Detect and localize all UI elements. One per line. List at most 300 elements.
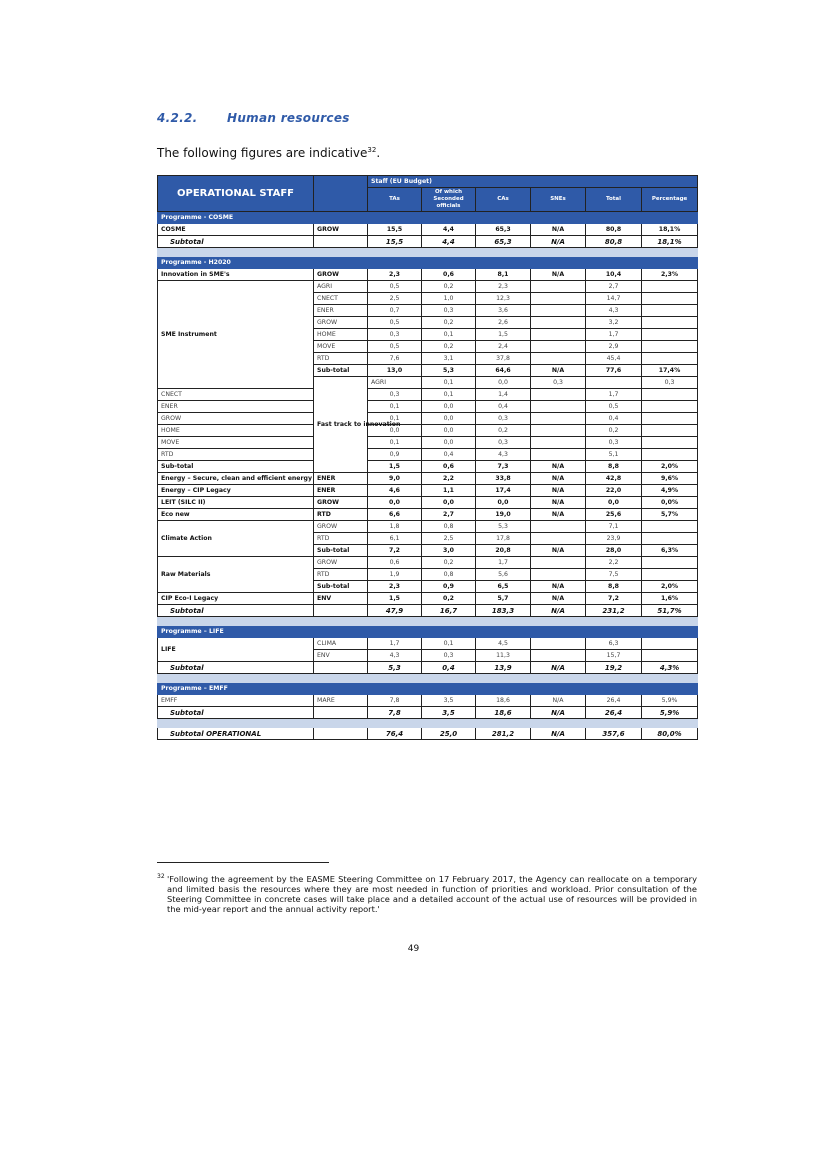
value-cell-cas: 3,6 [476, 305, 531, 317]
value-cell-tas: 0,3 [368, 329, 422, 341]
value-cell-total: 0,3 [586, 437, 642, 449]
table-row [158, 593, 698, 605]
dg-cell: RTD [314, 569, 368, 581]
value-cell-cas: 12,3 [476, 293, 531, 305]
value-cell-snes [531, 329, 586, 341]
table-row [158, 224, 698, 236]
dg-cell: GROW [314, 557, 368, 569]
value-cell-cas: 11,3 [476, 650, 531, 662]
dg-cell: ENV [314, 650, 368, 662]
programme-label: Programme - COSME [158, 212, 698, 224]
value-cell-sec: 0,6 [422, 269, 476, 281]
programme-row [158, 626, 698, 638]
dg-cell [314, 662, 368, 674]
row-label: EMFF [158, 695, 314, 707]
value-cell-pct [642, 341, 698, 353]
value-cell-pct [642, 557, 698, 569]
value-cell-sec: 2,7 [422, 509, 476, 521]
dg-cell: ENER [314, 473, 368, 485]
value-cell-sec: 0,0 [422, 401, 476, 413]
value-cell-tas: 0,0 [368, 497, 422, 509]
table-row [158, 281, 698, 293]
value-cell-pct [642, 425, 698, 437]
table-row [158, 437, 698, 449]
value-cell-sec: 0,1 [422, 329, 476, 341]
dg-cell: Sub-total [314, 545, 368, 557]
spacer-cell [158, 248, 698, 257]
row-label: Subtotal [158, 707, 314, 719]
col-header-cas: CAs [476, 188, 531, 212]
value-cell-cas: 281,2 [476, 728, 531, 740]
value-cell-cas: 33,8 [476, 473, 531, 485]
value-cell-sec: 3,5 [422, 707, 476, 719]
value-cell-total: 22,0 [586, 485, 642, 497]
value-cell-pct [642, 305, 698, 317]
table-row [158, 695, 698, 707]
value-cell-cas: 0,4 [476, 401, 531, 413]
spacer-cell [158, 674, 698, 683]
value-cell-tas: 7,8 [368, 695, 422, 707]
dg-cell: AGRI [314, 281, 368, 293]
value-cell-total: 42,8 [586, 473, 642, 485]
value-cell-pct [642, 293, 698, 305]
page-number: 49 [407, 944, 420, 954]
row-label: Energy – CIP Legacy [158, 485, 314, 497]
value-cell-tas: 0,1 [368, 413, 422, 425]
value-cell-sec: 4,4 [422, 236, 476, 248]
value-cell-tas: 1,5 [368, 461, 422, 473]
value-cell-pct [642, 449, 698, 461]
footnote-divider [157, 862, 329, 863]
section-heading [157, 111, 350, 125]
row-label: Eco new [158, 509, 314, 521]
value-cell-sec: 0,2 [422, 593, 476, 605]
value-cell-snes: N/A [531, 461, 586, 473]
value-cell-tas: 0,5 [368, 341, 422, 353]
value-cell-total: 0,3 [642, 377, 698, 389]
value-cell-pct: 5,9% [642, 695, 698, 707]
value-cell-total: 1,7 [586, 329, 642, 341]
dg-cell: MOVE [314, 341, 368, 353]
programme-label: Programme – LIFE [158, 626, 698, 638]
value-cell-cas: 65,3 [476, 236, 531, 248]
value-cell-tas: 0,0 [368, 425, 422, 437]
group-label: Raw Materials [158, 557, 314, 593]
value-cell-pct [642, 401, 698, 413]
value-cell-tas: 0,6 [368, 557, 422, 569]
value-cell-total: 28,0 [586, 545, 642, 557]
dg-cell: RTD [314, 509, 368, 521]
table-row [158, 461, 698, 473]
table-row [158, 269, 698, 281]
group-label: Fast track to innovation [314, 377, 368, 473]
value-cell-pct: 9,6% [642, 473, 698, 485]
spacer-row [158, 617, 698, 626]
value-cell-sec: 0,1 [422, 638, 476, 650]
dg-cell: RTD [314, 353, 368, 365]
value-cell-tas: 4,3 [368, 650, 422, 662]
value-cell-total: 357,6 [586, 728, 642, 740]
value-cell-tas: 13,0 [368, 365, 422, 377]
table-row [158, 473, 698, 485]
value-cell-snes: N/A [531, 224, 586, 236]
value-cell-total: 2,9 [586, 341, 642, 353]
value-cell-total: 8,8 [586, 581, 642, 593]
value-cell-snes: N/A [531, 473, 586, 485]
value-cell-sec: 0,3 [422, 650, 476, 662]
value-cell-tas: 1,9 [368, 569, 422, 581]
table-row [158, 413, 698, 425]
value-cell-sec: 0,0 [476, 377, 531, 389]
value-cell-cas: 65,3 [476, 224, 531, 236]
row-label: Energy – Secure, clean and efficient energy [158, 473, 314, 485]
value-cell-cas: 18,6 [476, 695, 531, 707]
value-cell-total: 80,8 [586, 224, 642, 236]
value-cell-tas: 4,6 [368, 485, 422, 497]
subtotal-row [158, 605, 698, 617]
value-cell-total: 5,1 [586, 449, 642, 461]
value-cell-total: 23,9 [586, 533, 642, 545]
row-label: LEIT (SILC II) [158, 497, 314, 509]
dg-cell: ENER [314, 305, 368, 317]
value-cell-total: 7,1 [586, 521, 642, 533]
value-cell-snes [531, 401, 586, 413]
dg-cell: GROW [158, 413, 314, 425]
spacer-row [158, 719, 698, 728]
value-cell-pct [642, 437, 698, 449]
subtotal-row [158, 662, 698, 674]
value-cell-tas: 1,7 [368, 638, 422, 650]
value-cell-sec: 0,2 [422, 317, 476, 329]
table-title: OPERATIONAL STAFF [158, 176, 314, 212]
value-cell-snes: N/A [531, 707, 586, 719]
value-cell-cas: 17,8 [476, 533, 531, 545]
section-title: Human resources [227, 111, 350, 125]
value-cell-sec: 0,2 [422, 341, 476, 353]
dg-cell: GROW [314, 269, 368, 281]
intro-paragraph [157, 146, 380, 160]
value-cell-pct: 0,0% [642, 497, 698, 509]
value-cell-sec: 0,8 [422, 569, 476, 581]
row-label: Subtotal [158, 662, 314, 674]
value-cell-sec: 2,2 [422, 473, 476, 485]
value-cell-total: 0,0 [586, 497, 642, 509]
value-cell-sec: 1,0 [422, 293, 476, 305]
value-cell-pct [642, 281, 698, 293]
value-cell-total: 1,7 [586, 389, 642, 401]
value-cell-snes [531, 389, 586, 401]
value-cell-cas: 2,6 [476, 317, 531, 329]
value-cell-tas: 76,4 [368, 728, 422, 740]
value-cell-total: 4,3 [586, 305, 642, 317]
value-cell-tas: 15,5 [368, 224, 422, 236]
dg-cell: Sub-total [158, 461, 314, 473]
value-cell-sec: 0,0 [422, 437, 476, 449]
value-cell-cas: 5,3 [476, 521, 531, 533]
value-cell-snes [531, 533, 586, 545]
value-cell-pct: 6,3% [642, 545, 698, 557]
value-cell-cas: 0,3 [476, 413, 531, 425]
dg-cell: ENER [314, 485, 368, 497]
value-cell-total: 45,4 [586, 353, 642, 365]
value-cell-cas: 2,4 [476, 341, 531, 353]
value-cell-cas: 1,7 [476, 557, 531, 569]
dg-cell [314, 707, 368, 719]
table-row [158, 401, 698, 413]
dg-cell: ENV [314, 593, 368, 605]
value-cell-total: 19,2 [586, 662, 642, 674]
value-cell-tas: 7,6 [368, 353, 422, 365]
value-cell-tas: 6,1 [368, 533, 422, 545]
value-cell-pct: 1,6% [642, 593, 698, 605]
value-cell-snes: N/A [531, 593, 586, 605]
value-cell-snes [531, 353, 586, 365]
value-cell-cas: 13,9 [476, 662, 531, 674]
operational-staff-table [157, 175, 698, 740]
row-label: CIP Eco-I Legacy [158, 593, 314, 605]
value-cell-total: 0,2 [586, 425, 642, 437]
value-cell-pct [642, 569, 698, 581]
table-row [158, 557, 698, 569]
intro-end: . [376, 146, 381, 160]
col-header-seconded: Of which Seconded officials [422, 188, 476, 212]
value-cell-tas: 0,5 [368, 281, 422, 293]
col-header-snes: SNEs [531, 188, 586, 212]
footnote-mark: 32 [157, 873, 165, 880]
value-cell-snes: N/A [531, 662, 586, 674]
value-cell-tas: 1,8 [368, 521, 422, 533]
programme-label: Programme - H2020 [158, 257, 698, 269]
value-cell-cas: 5,7 [476, 593, 531, 605]
value-cell-cas: 1,5 [476, 329, 531, 341]
value-cell-snes: N/A [531, 509, 586, 521]
row-label: Subtotal OPERATIONAL [158, 728, 314, 740]
value-cell-snes [531, 317, 586, 329]
table-row [158, 509, 698, 521]
value-cell-sec: 0,0 [422, 497, 476, 509]
value-cell-pct: 80,0% [642, 728, 698, 740]
value-cell-cas: 4,5 [476, 638, 531, 650]
intro-text: The following figures are indicative [157, 146, 368, 160]
table-row [158, 521, 698, 533]
row-label: Innovation in SME's [158, 269, 314, 281]
dg-cell: GROW [314, 521, 368, 533]
value-cell-pct: 18,1% [642, 224, 698, 236]
value-cell-tas: 7,8 [368, 707, 422, 719]
value-cell-tas: 2,5 [368, 293, 422, 305]
value-cell-total: 77,6 [586, 365, 642, 377]
dg-cell [314, 605, 368, 617]
value-cell-pct: 51,7% [642, 605, 698, 617]
value-cell-sec: 0,3 [422, 305, 476, 317]
table-row [158, 425, 698, 437]
col-header-tas: TAs [368, 188, 422, 212]
value-cell-snes [531, 650, 586, 662]
value-cell-tas: 0,1 [422, 377, 476, 389]
value-cell-pct [642, 329, 698, 341]
value-cell-tas: 9,0 [368, 473, 422, 485]
section-number: 4.2.2. [157, 111, 198, 125]
value-cell-sec: 1,1 [422, 485, 476, 497]
value-cell-pct: 2,3% [642, 269, 698, 281]
dg-cell: Sub-total [314, 581, 368, 593]
value-cell-sec: 25,0 [422, 728, 476, 740]
value-cell-snes [531, 413, 586, 425]
value-cell-pct: 2,0% [642, 581, 698, 593]
dg-cell [314, 728, 368, 740]
value-cell-pct: 17,4% [642, 365, 698, 377]
value-cell-snes: N/A [531, 236, 586, 248]
value-cell-total: 80,8 [586, 236, 642, 248]
value-cell-tas: 0,7 [368, 305, 422, 317]
table-row [158, 389, 698, 401]
value-cell-tas: 0,9 [368, 449, 422, 461]
value-cell-snes [531, 425, 586, 437]
value-cell-sec: 5,3 [422, 365, 476, 377]
value-cell-total: 7,2 [586, 593, 642, 605]
header-dg-blank [314, 176, 368, 212]
group-label: Climate Action [158, 521, 314, 557]
value-cell-sec: 0,0 [422, 413, 476, 425]
value-cell-cas: 4,3 [476, 449, 531, 461]
value-cell-sec: 0,0 [422, 425, 476, 437]
value-cell-cas: 0,2 [476, 425, 531, 437]
col-header-percentage: Percentage [642, 188, 698, 212]
footnote-text: 'Following the agreement by the EASME Steering Committee on 17 February 2017, the Agency can reallocate on a temporary and limited basis the resources where they are most needed in function of priorities and workload. Prior consultation of the Steering Committee in concrete cases will take place and a detailed account of the actual use of resources will be provided in the mid-year report and the annual activity report.' [167, 873, 697, 914]
value-cell-cas: 0,0 [476, 497, 531, 509]
value-cell-cas: 0,3 [531, 377, 586, 389]
value-cell-snes: N/A [531, 497, 586, 509]
dg-cell: Sub-total [314, 365, 368, 377]
value-cell-pct: 5,7% [642, 509, 698, 521]
value-cell-total: 26,4 [586, 695, 642, 707]
value-cell-snes [531, 281, 586, 293]
value-cell-sec: 2,5 [422, 533, 476, 545]
value-cell-snes [586, 377, 642, 389]
value-cell-pct: 2,0% [642, 461, 698, 473]
value-cell-pct: 18,1% [642, 236, 698, 248]
dg-cell: ENER [158, 401, 314, 413]
value-cell-total: 25,6 [586, 509, 642, 521]
value-cell-snes [531, 305, 586, 317]
value-cell-cas: 1,4 [476, 389, 531, 401]
value-cell-sec: 0,2 [422, 281, 476, 293]
value-cell-cas: 2,3 [476, 281, 531, 293]
value-cell-snes: N/A [531, 581, 586, 593]
value-cell-pct: 5,9% [642, 707, 698, 719]
value-cell-total: 2,2 [586, 557, 642, 569]
value-cell-total: 3,2 [586, 317, 642, 329]
programme-label: Programme – EMFF [158, 683, 698, 695]
value-cell-snes: N/A [531, 695, 586, 707]
value-cell-tas: 0,3 [368, 389, 422, 401]
table-header-row-1 [158, 176, 698, 188]
dg-cell: MOVE [158, 437, 314, 449]
table-row [158, 497, 698, 509]
programme-row [158, 683, 698, 695]
row-label: Subtotal [158, 605, 314, 617]
value-cell-snes: N/A [531, 269, 586, 281]
footnote-ref[interactable]: 32 [367, 146, 377, 154]
dg-cell: GROW [314, 497, 368, 509]
value-cell-tas: 0,5 [368, 317, 422, 329]
value-cell-snes [531, 557, 586, 569]
value-cell-total: 0,4 [586, 413, 642, 425]
table-row [158, 485, 698, 497]
value-cell-pct [642, 413, 698, 425]
value-cell-pct [642, 389, 698, 401]
value-cell-sec: 0,4 [422, 449, 476, 461]
spacer-cell [158, 617, 698, 626]
dg-cell: HOME [314, 329, 368, 341]
value-cell-sec: 3,5 [422, 695, 476, 707]
subtotal-row [158, 728, 698, 740]
value-cell-pct [642, 521, 698, 533]
value-cell-pct: 4,9% [642, 485, 698, 497]
value-cell-sec: 4,4 [422, 224, 476, 236]
spacer-cell [158, 719, 698, 728]
group-label: SME Instrument [158, 281, 314, 389]
value-cell-cas: 6,5 [476, 581, 531, 593]
value-cell-sec: 16,7 [422, 605, 476, 617]
value-cell-total: 15,7 [586, 650, 642, 662]
dg-cell: AGRI [368, 377, 422, 389]
col-header-total: Total [586, 188, 642, 212]
value-cell-tas: 6,6 [368, 509, 422, 521]
dg-cell: GROW [314, 224, 368, 236]
value-cell-tas: 2,3 [368, 581, 422, 593]
value-cell-snes: N/A [531, 545, 586, 557]
programme-row [158, 257, 698, 269]
value-cell-total: 7,5 [586, 569, 642, 581]
value-cell-total: 6,3 [586, 638, 642, 650]
value-cell-snes [531, 638, 586, 650]
value-cell-pct [642, 650, 698, 662]
value-cell-sec: 0,8 [422, 521, 476, 533]
value-cell-pct: 4,3% [642, 662, 698, 674]
value-cell-sec: 3,0 [422, 545, 476, 557]
value-cell-cas: 0,3 [476, 437, 531, 449]
value-cell-cas: 18,6 [476, 707, 531, 719]
value-cell-cas: 183,3 [476, 605, 531, 617]
value-cell-cas: 5,6 [476, 569, 531, 581]
value-cell-pct [642, 533, 698, 545]
dg-cell: CNECT [314, 293, 368, 305]
spacer-row [158, 674, 698, 683]
dg-cell: GROW [314, 317, 368, 329]
dg-cell: RTD [314, 533, 368, 545]
value-cell-tas: 0,1 [368, 401, 422, 413]
value-cell-snes [531, 293, 586, 305]
value-cell-total: 14,7 [586, 293, 642, 305]
value-cell-tas: 7,2 [368, 545, 422, 557]
table-row [158, 449, 698, 461]
spacer-row [158, 248, 698, 257]
dg-cell: RTD [158, 449, 314, 461]
dg-cell: CNECT [158, 389, 314, 401]
dg-cell: HOME [158, 425, 314, 437]
value-cell-tas: 15,5 [368, 236, 422, 248]
value-cell-sec: 0,4 [422, 662, 476, 674]
value-cell-total: 0,5 [586, 401, 642, 413]
value-cell-total: 26,4 [586, 707, 642, 719]
table-row [158, 638, 698, 650]
value-cell-total: 10,4 [586, 269, 642, 281]
row-label: COSME [158, 224, 314, 236]
dg-cell [314, 236, 368, 248]
value-cell-tas: 0,1 [368, 437, 422, 449]
value-cell-sec: 3,1 [422, 353, 476, 365]
